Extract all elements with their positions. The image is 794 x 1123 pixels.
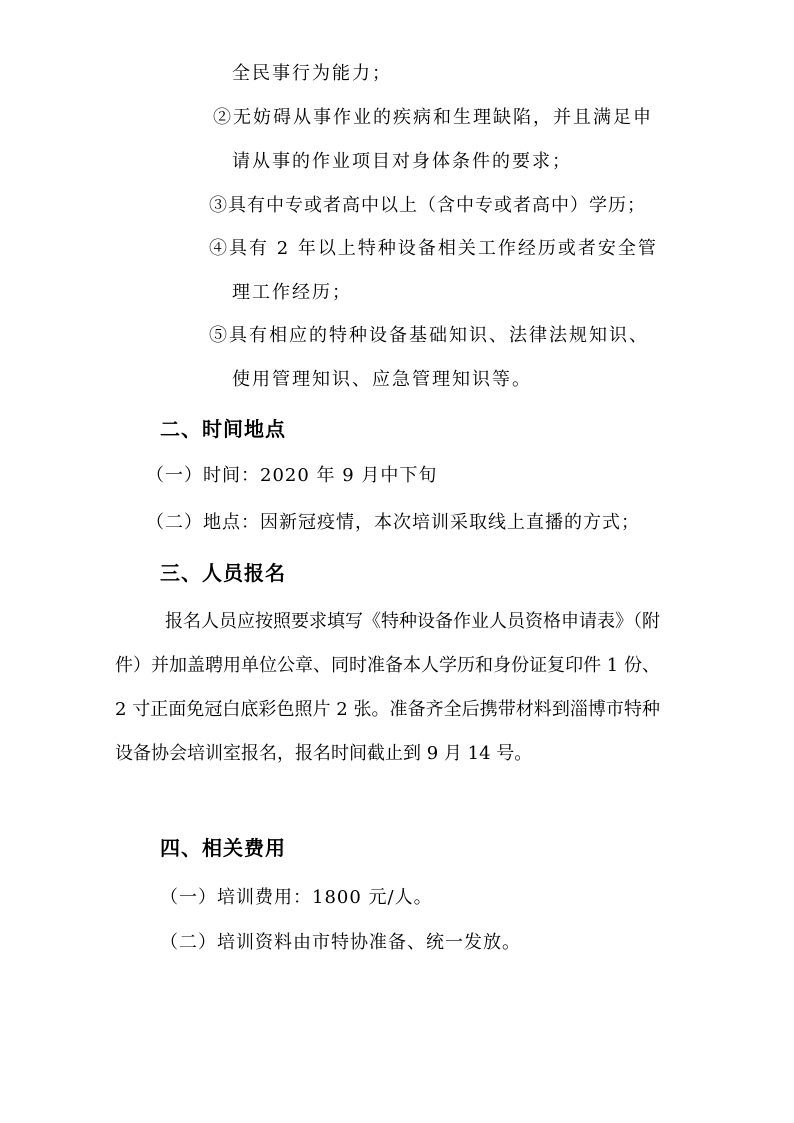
condition-item-2-line-2: 请从事的作业项目对身体条件的要求； [232,151,572,172]
training-place: （二）地点：因新冠疫情，本次培训采取线上直播的方式； [146,512,640,533]
condition-item-5-line-1: ⑤具有相应的特种设备基础知识、法律法规知识、 [209,325,649,346]
training-fee: （一）培训费用：1800 元/人。 [160,887,433,908]
condition-item-1-continuation: 全民事行为能力； [232,63,392,84]
registration-paragraph: 报名人员应按照要求填写《特种设备作业人员资格申请表》（附件）并加盖聘用单位公章、同时准备本人学历和身份证复印件 1 份、2 寸正面免冠白底彩色照片 2 张。准备齐全后携带材料到淄博市特种设备协会培训室报名，报名时间截止到 9 月 14 号。 [115,611,660,764]
training-time: （一）时间：2020 年 9 月中下旬 [146,465,438,486]
training-materials: （二）培训资料由市特协准备、统一发放。 [160,932,521,953]
condition-item-4-line-1: ④具有 2 年以上特种设备相关工作经历或者安全管 [209,238,658,259]
condition-item-5-line-2: 使用管理知识、应急管理知识等。 [232,369,532,390]
section-heading-registration: 三、人员报名 [160,561,286,585]
section-heading-fees: 四、相关费用 [160,836,286,860]
section-heading-time-place: 二、时间地点 [160,417,286,441]
condition-item-3: ③具有中专或者高中以上（含中专或者高中）学历； [209,195,646,216]
condition-item-4-line-2: 理工作经历； [232,282,352,303]
condition-item-2-line-1: ②无妨碍从事作业的疾病和生理缺陷，并且满足申 [213,107,653,128]
